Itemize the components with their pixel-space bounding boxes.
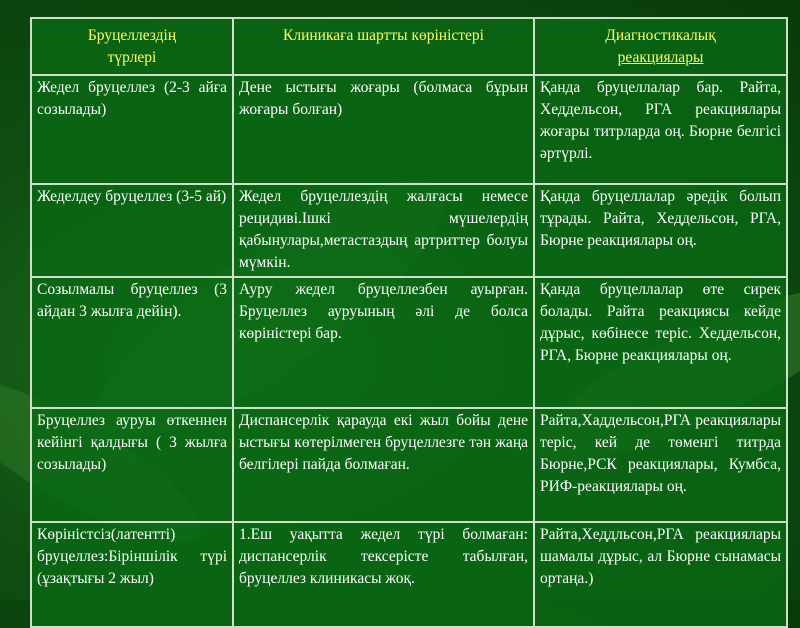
header-text: түрлері — [107, 49, 157, 66]
cell-type: Созылмалы бруцеллез (3 айдан 3 жылға дейін). — [31, 277, 233, 408]
table-row — [31, 75, 787, 184]
cell-clinical: 1.Еш уақытта жедел түрі болмаған: диспансерлік тексерісте табылған, бруцеллез клиникасы жоқ. — [233, 522, 534, 627]
table-row — [31, 408, 787, 522]
cell-clinical: Жедел бруцеллездің жалғасы немесе рецидиві.Ішкі мүшелердің қабынулары,метастаздың артриттер болуы мүмкін. — [233, 184, 534, 277]
cell-clinical: Диспансерлік қарауда екі жыл бойы дене ыстығы көтерілмеген бруцеллезге тән жаңа белгілері пайда болмаған. — [233, 408, 534, 522]
header-types — [31, 18, 233, 75]
cell-type: Жеделдеу бруцеллез (3-5 ай) — [31, 184, 233, 277]
table-row — [31, 184, 787, 277]
table-row — [31, 277, 787, 408]
cell-diagnostic: Қанда бруцеллалар өте сирек болады. Райта реакциясы кейде дұрыс, көбінесе теріс. Хеддельсон, РГА, Бюрне реакциялары оң. — [534, 277, 787, 408]
table-row — [31, 522, 787, 627]
cell-type: Жедел бруцеллез (2-3 айға созылады) — [31, 75, 233, 184]
cell-clinical: Ауру жедел бруцеллезбен ауырған. Бруцеллез ауруының әлі де болса көріністері бар. — [233, 277, 534, 408]
header-text: Бруцеллездің — [87, 27, 177, 44]
cell-diagnostic: Райта,Хаддельсон,РГА реакциялары теріс, кей де төменгі титрда Бюрне,РСК реакциялары, Кумбса, РИФ-реакциялары оң. — [534, 408, 787, 522]
cell-diagnostic: Қанда бруцеллалар әредік болып тұрады. Райта, Хеддельсон, РГА, Бюрне реакциялары оң. — [534, 184, 787, 277]
cell-clinical: Дене ыстығы жоғары (болмаса бұрын жоғары болған) — [233, 75, 534, 184]
table-header-row — [31, 18, 787, 75]
header-text: Диагностикалық — [605, 27, 716, 44]
cell-type: Көріністсіз(латентті) бруцеллез:Біріншілік түрі (ұзақтығы 2 жыл) — [31, 522, 233, 627]
cell-type: Бруцеллез ауруы өткеннен кейінгі қалдығы ( 3 жылға созылады) — [31, 408, 233, 522]
header-diagnostic — [534, 18, 787, 75]
brucellosis-table — [30, 17, 788, 628]
header-clinical: Клиникаға шартты көріністері — [233, 18, 534, 75]
header-text: реакциялары — [617, 49, 704, 66]
cell-diagnostic: Райта,Хеддльсон,РГА реакциялары шамалы дұрыс, ал Бюрне сынамасы ортаңа.) — [534, 522, 787, 627]
cell-diagnostic: Қанда бруцеллалар бар. Райта, Хеддельсон, РГА реакциялары жоғары титрларда оң. Бюрне белгісі әртүрлі. — [534, 75, 787, 184]
